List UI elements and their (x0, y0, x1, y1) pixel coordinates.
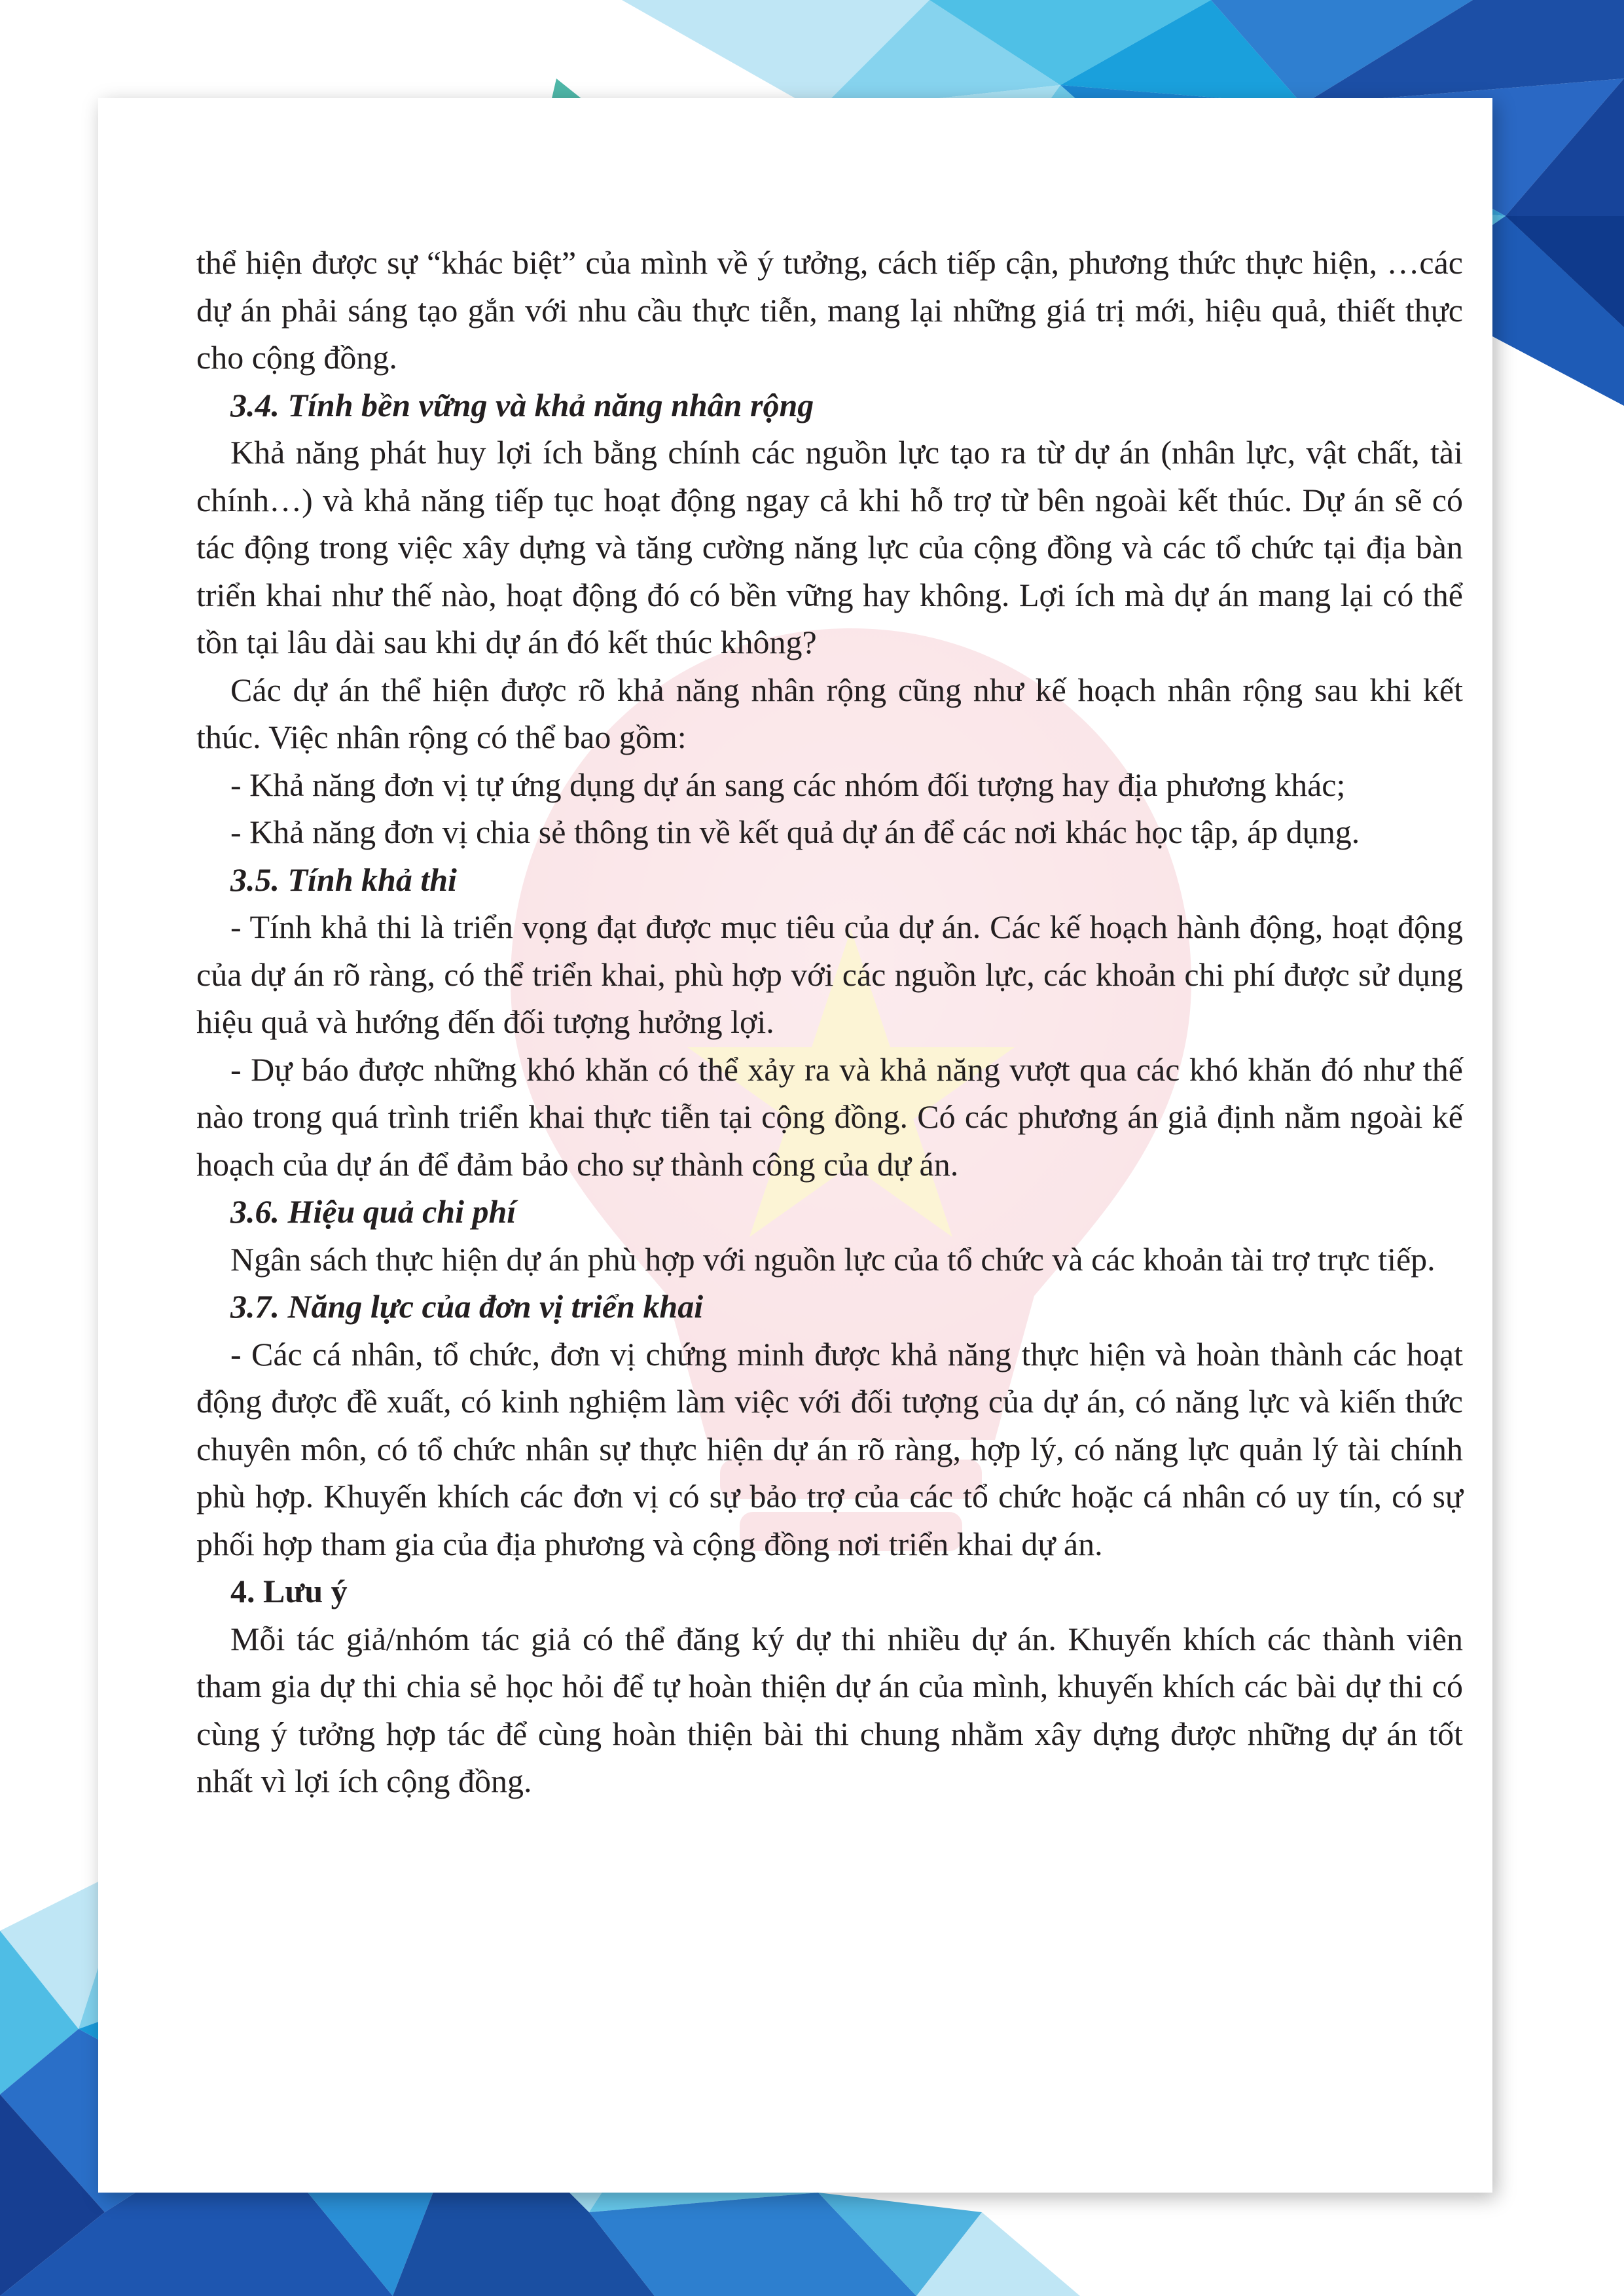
body-paragraph: Mỗi tác giả/nhóm tác giả có thể đăng ký dự thi nhiều dự án. Khuyến khích các thành viên tham gia dự thi chia sẻ học hỏi để tự hoàn thiện dự án của mình, khuyến khích các bài dự thi có cùng ý tưởng hợp tác để cùng hoàn thiện bài thi chung nhằm xây dựng được những dự án tốt nhất vì lợi ích cộng đồng. (196, 1620, 1463, 1799)
body-paragraph: thể hiện được sự “khác biệt” của mình về ý tưởng, cách tiếp cận, phương thức thực hiện, …các dự án phải sáng tạo gắn với nhu cầu thực tiễn, mang lại những giá trị mới, hiệu quả, thiết thực cho cộng đồng. (196, 244, 1463, 376)
section-heading: 3.7. Năng lực của đơn vị triển khai (230, 1288, 704, 1325)
section-heading: 4. Lưu ý (230, 1573, 348, 1609)
body-paragraph: - Khả năng đơn vị tự ứng dụng dự án sang các nhóm đối tượng hay địa phương khác; (230, 766, 1346, 803)
body-paragraph: - Dự báo được những khó khăn có thể xảy ra và khả năng vượt qua các khó khăn đó như thế nào trong quá trình triển khai thực tiễn tại cộng đồng. Có các phương án giả định nằm ngoài kế hoạch của dự án để đảm bảo cho sự thành công của dự án. (196, 1050, 1463, 1183)
body-paragraph: - Tính khả thi là triển vọng đạt được mục tiêu của dự án. Các kế hoạch hành động, hoạt động của dự án rõ ràng, có thể triển khai, phù hợp với các nguồn lực, các khoản chi phí được sử dụng hiệu quả và hướng đến đối tượng hưởng lợi. (196, 908, 1463, 1040)
body-paragraph: Các dự án thể hiện được rõ khả năng nhân rộng cũng như kế hoạch nhân rộng sau khi kết thúc. Việc nhân rộng có thể bao gồm: (196, 671, 1463, 755)
section-heading: 3.5. Tính khả thi (230, 861, 457, 898)
body-paragraph: - Các cá nhân, tổ chức, đơn vị chứng minh được khả năng thực hiện và hoàn thành các hoạt động được đề xuất, có kinh nghiệm làm việc với đối tượng của dự án, có năng lực và kiến thức chuyên môn, có tổ chức nhân sự thực hiện dự án rõ ràng, hợp lý, có năng lực quản lý tài chính phù hợp. Khuyến khích các đơn vị có sự bảo trợ của các tổ chức hoặc cá nhân có uy tín, có sự phối hợp tham gia của địa phương và cộng đồng nơi triển khai dự án. (196, 1335, 1463, 1562)
body-paragraph: - Khả năng đơn vị chia sẻ thông tin về kết quả dự án để các nơi khác học tập, áp dụng. (230, 814, 1360, 850)
body-paragraph: Khả năng phát huy lợi ích bằng chính các nguồn lực tạo ra từ dự án (nhân lực, vật chất, tài chính…) và khả năng tiếp tục hoạt động ngay cả khi hỗ trợ từ bên ngoài kết thúc. Dự án sẽ có tác động trong việc xây dựng và tăng cường năng lực của cộng đồng và các tổ chức tại địa bàn triển khai như thế nào, hoạt động đó có bền vững hay không. Lợi ích mà dự án mang lại có thể tồn tại lâu dài sau khi dự án đó kết thúc không? (196, 434, 1463, 660)
body-paragraph: Ngân sách thực hiện dự án phù hợp với nguồn lực của tổ chức và các khoản tài trợ trực tiếp. (230, 1240, 1435, 1278)
section-heading: 3.6. Hiệu quả chi phí (230, 1193, 516, 1230)
document-body (196, 239, 1463, 1805)
section-heading: 3.4. Tính bền vững và khả năng nhân rộng (230, 386, 814, 423)
